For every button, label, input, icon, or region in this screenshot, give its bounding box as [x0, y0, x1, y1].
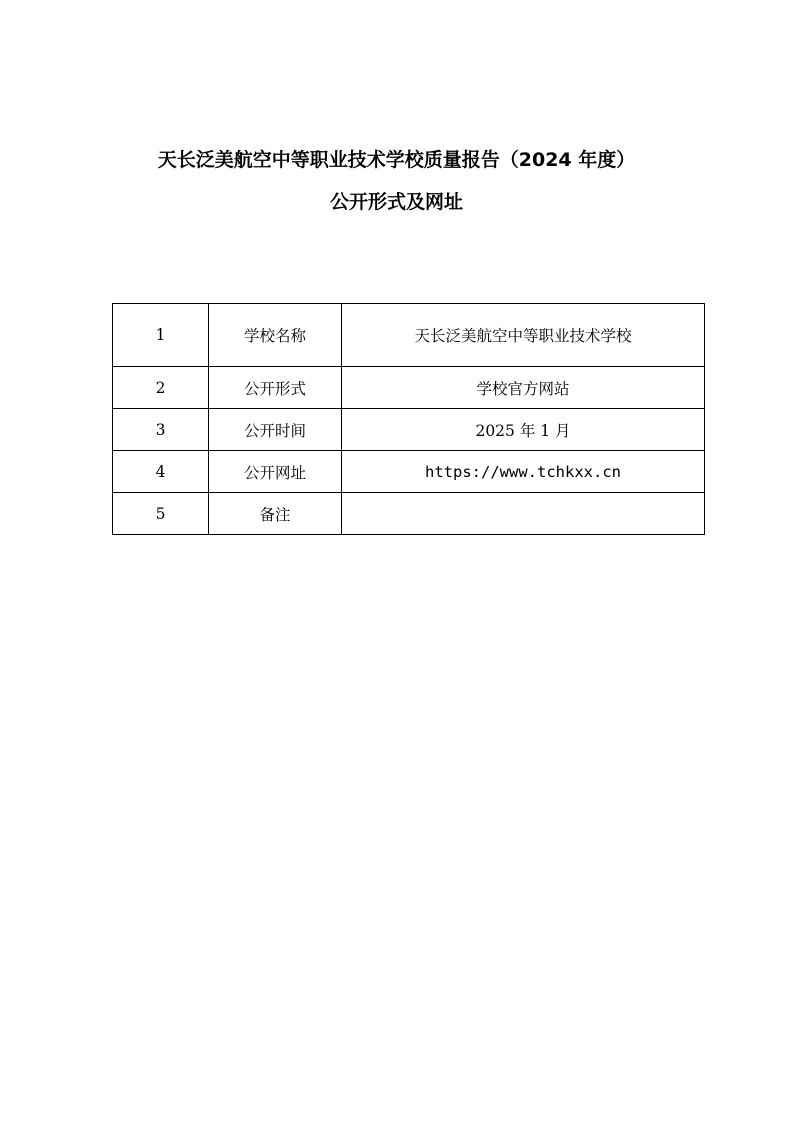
table-row	[113, 409, 705, 451]
document-subtitle: 公开形式及网址	[329, 191, 463, 213]
disclosure-table	[112, 303, 705, 535]
row-label: 公开时间	[209, 409, 342, 451]
row-value	[342, 493, 705, 535]
row-label: 公开形式	[209, 367, 342, 409]
row-value: 学校官方网站	[342, 367, 705, 409]
row-number: 5	[113, 493, 209, 535]
table-row	[113, 451, 705, 493]
row-value: 2025 年 1 月	[342, 409, 705, 451]
table-row	[113, 304, 705, 367]
row-label: 备注	[209, 493, 342, 535]
row-number: 3	[113, 409, 209, 451]
document-title: 天长泛美航空中等职业技术学校质量报告（2024 年度）	[157, 149, 636, 171]
table-row	[113, 367, 705, 409]
row-label: 学校名称	[209, 304, 342, 367]
website-url: https://www.tchkxx.cn	[342, 451, 705, 493]
row-number: 2	[113, 367, 209, 409]
row-number: 4	[113, 451, 209, 493]
row-number: 1	[113, 304, 209, 367]
table-row	[113, 493, 705, 535]
row-label: 公开网址	[209, 451, 342, 493]
row-value: 天长泛美航空中等职业技术学校	[342, 304, 705, 367]
